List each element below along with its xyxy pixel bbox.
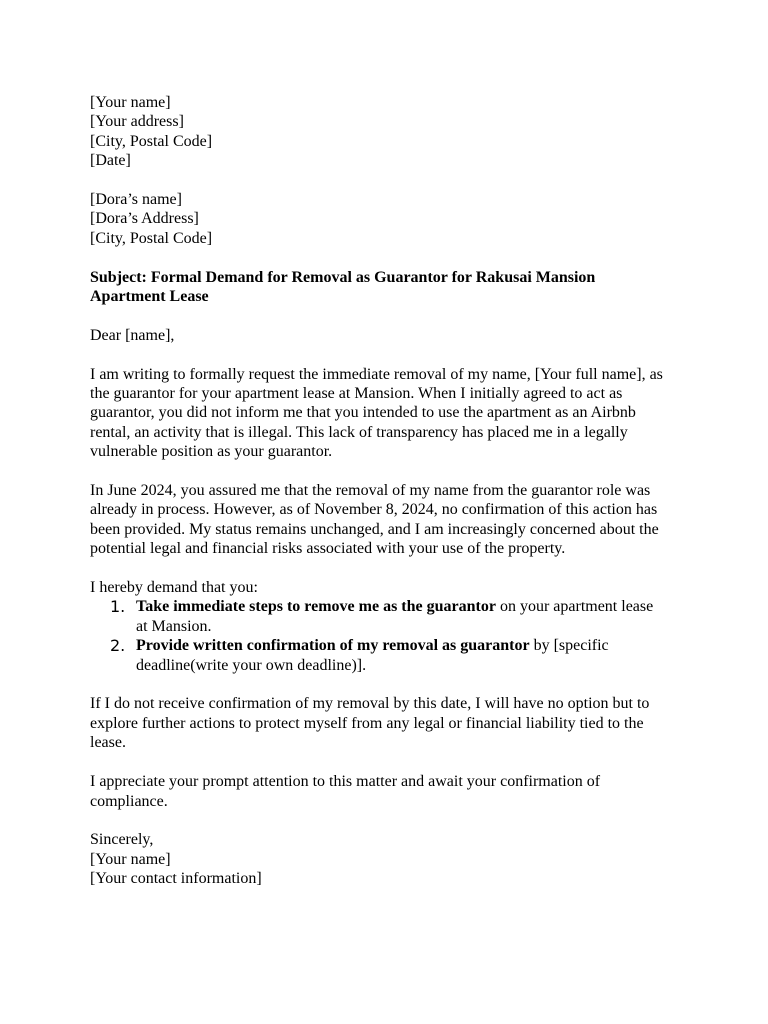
paragraph-line: guarantor, you did not inform me that you intended to use the apartment as an Airbnb	[90, 404, 636, 422]
paragraph-line: If I do not receive confirmation of my removal by this date, I will have no option but to	[90, 695, 650, 713]
paragraph-request	[90, 365, 690, 462]
closing-contact: [Your contact information]	[90, 870, 262, 888]
sender-city: [City, Postal Code]	[90, 132, 213, 150]
recipient-block	[90, 190, 690, 248]
salutation	[90, 326, 690, 345]
sender-block	[90, 93, 690, 171]
paragraph-line: compliance.	[90, 792, 168, 810]
demand-bold-text: Take immediate steps to remove me as the guarantor	[136, 598, 496, 616]
paragraph-status	[90, 481, 690, 559]
paragraph-line: I appreciate your prompt attention to this matter and await your confirmation of	[90, 773, 601, 791]
subject-line-1: Subject: Formal Demand for Removal as Guarantor for Rakusai Mansion	[90, 268, 596, 286]
letter-page	[90, 93, 690, 889]
paragraph-line: explore further actions to protect myself from any legal or financial liability tied to the	[90, 714, 644, 732]
paragraph-line: rental, an activity that is illegal. This lack of transparency has placed me in a legally	[90, 423, 628, 441]
demand-text: by [specific	[529, 637, 609, 655]
demand-text: on your apartment lease	[495, 598, 654, 616]
paragraph-line: I am writing to formally request the immediate removal of my name, [Your full name], as	[90, 365, 663, 383]
recipient-address: [Dora’s Address]	[90, 210, 199, 228]
list-number: 1.	[110, 597, 126, 617]
demand-text-continued: deadline(write your own deadline)].	[136, 656, 367, 674]
letter-date: [Date]	[90, 152, 131, 170]
demand-bold-text: Provide written confirmation of my removal as guarantor	[136, 637, 530, 655]
paragraph-line: vulnerable position as your guarantor.	[90, 443, 333, 461]
paragraph-line: In June 2024, you assured me that the removal of my name from the guarantor role was	[90, 482, 651, 500]
subject-line-2: Apartment Lease	[90, 288, 209, 306]
paragraph-line: been provided. My status remains unchanged, and I am increasingly concerned about the	[90, 520, 659, 538]
paragraph-line: lease.	[90, 734, 126, 752]
subject-line	[90, 268, 690, 307]
demand-intro-text: I hereby demand that you:	[90, 579, 258, 597]
salutation-text: Dear [name],	[90, 326, 175, 344]
list-item	[90, 636, 690, 675]
list-item	[90, 597, 690, 636]
closing-signoff: Sincerely,	[90, 831, 154, 849]
recipient-city: [City, Postal Code]	[90, 229, 213, 247]
paragraph-line: already in process. However, as of November 8, 2024, no confirmation of this action has	[90, 501, 658, 519]
paragraph-consequence	[90, 694, 690, 752]
list-number: 2.	[110, 636, 126, 656]
demand-intro	[90, 578, 690, 597]
sender-name: [Your name]	[90, 94, 171, 111]
sender-address: [Your address]	[90, 113, 184, 131]
paragraph-appreciation	[90, 772, 690, 811]
demand-text-continued: at Mansion.	[136, 617, 212, 635]
closing-block	[90, 830, 690, 888]
demand-list	[90, 597, 690, 675]
closing-name: [Your name]	[90, 850, 171, 868]
recipient-name: [Dora’s name]	[90, 191, 182, 209]
paragraph-line: potential legal and financial risks associated with your use of the property.	[90, 540, 566, 558]
paragraph-line: the guarantor for your apartment lease at Mansion. When I initially agreed to act as	[90, 385, 623, 403]
